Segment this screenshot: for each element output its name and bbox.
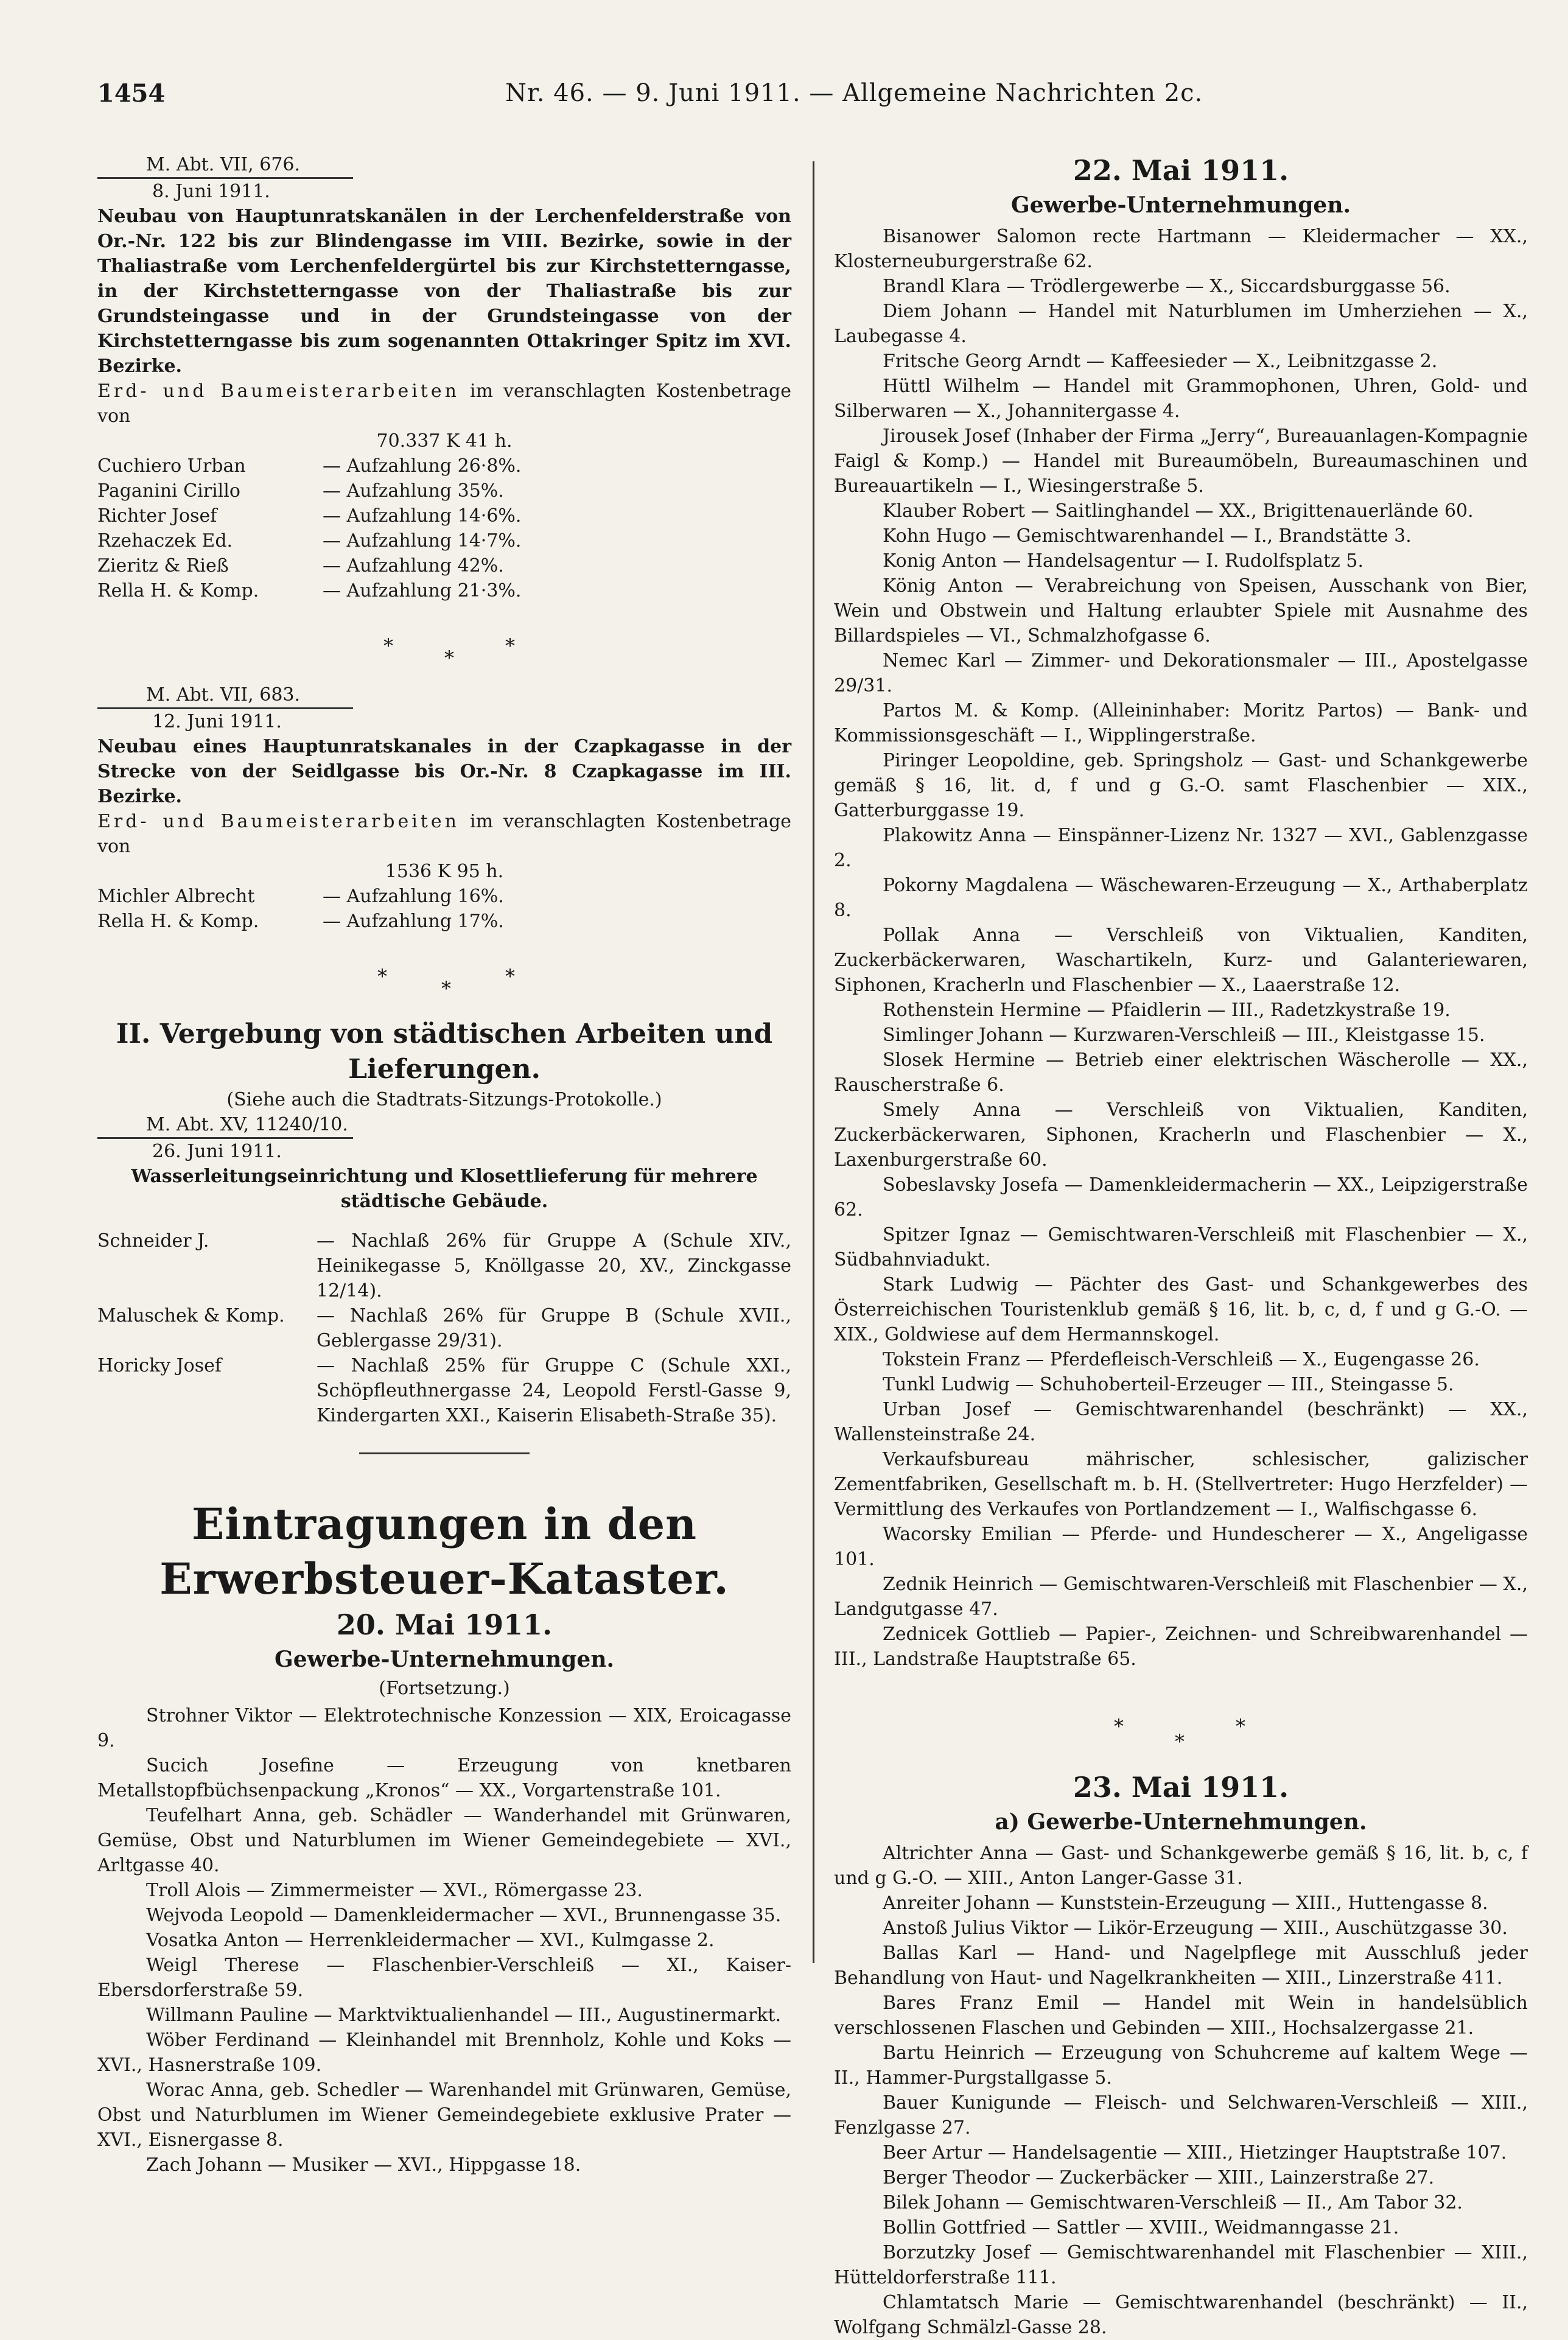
bidder-name: Rella H. & Komp.	[97, 911, 259, 932]
block-title: Neubau von Hauptunratskanälen in der Lerchenfelderstraße von Or.-Nr. 122 bis zur Blindengasse im VIII. Bezirke, sowie in der Thaliastraße vom Lerchenfeldergürtel bis zur Kirchstetterngasse, in der Kirchstetterngasse von der Thaliastraße bis zur Grundsteingasse und in der Grundsteingasse von der Kirchstetterngasse bis zum sogenannten Ottakringer Spitz im XVI. Bezirke.	[97, 206, 791, 377]
list-item: Slosek Hermine — Betrieb einer elektrischen Wäscherolle — XX., Rauscherstraße 6.	[834, 1049, 1528, 1096]
kataster-title: Eintragungen in den Erwerbsteuer-Kataster.	[159, 1499, 729, 1604]
list-item: Hüttl Wilhelm — Handel mit Grammophonen, Uhren, Gold- und Silberwaren — X., Johannitergasse 4.	[834, 376, 1528, 422]
block-date: 8. Juni 1911.	[152, 181, 270, 202]
list-item: Zednik Heinrich — Gemischtwaren-Verschleiß mit Flaschenbier — X., Landgutgasse 47.	[834, 1574, 1528, 1620]
bidder-name: Paganini Cirillo	[97, 480, 240, 502]
bid-row	[97, 478, 791, 503]
section-title-line1: II. Vergebung von städtischen Arbeiten und	[116, 1018, 773, 1049]
section-rule	[359, 1452, 530, 1454]
list-item: Smely Anna — Verschleiß von Viktualien, Kanditen, Zuckerbäckerwaren, Siphonen, Kracherln und Flaschenbier — X., Laxenburgerstraße 60.	[834, 1099, 1528, 1171]
bid-value: — Aufzahlung 16%.	[323, 886, 504, 907]
list-item: Altrichter Anna — Gast- und Schankgewerbe gemäß § 16, lit. b, c, f und g G.-O. — XIII., Anton Langer-Gasse 31.	[834, 1843, 1528, 1889]
asterism-divider: * * *	[383, 634, 515, 670]
list-item: Borzutzky Josef — Gemischtwarenhandel mit Flaschenbier — XIII., Hütteldorferstraße 111.	[834, 2242, 1528, 2288]
list-item: Anreiter Johann — Kunststein-Erzeugung — XIII., Huttengasse 8.	[883, 1893, 1488, 1914]
estimated-amount: 70.337 K 41 h.	[376, 430, 513, 452]
bidder-name: Maluschek & Komp.	[97, 1305, 285, 1326]
block-date: 26. Juni 1911.	[152, 1141, 282, 1162]
bidder-name: Horicky Josef	[97, 1355, 222, 1376]
kataster-date: 20. Mai 1911.	[336, 1608, 553, 1641]
list-item: Plakowitz Anna — Einspänner-Lizenz Nr. 1327 — XVI., Gablenzgasse 2.	[834, 825, 1528, 871]
list-item: Sucich Josefine — Erzeugung von knetbaren Metallstopfbüchsenpackung „Kronos“ — XX., Vorgartenstraße 101.	[97, 1755, 791, 1801]
page-number: 1454	[97, 79, 166, 108]
list-item: Beer Artur — Handelsagentie — XIII., Hietzinger Hauptstraße 107.	[883, 2142, 1507, 2163]
list-item: Sobeslavsky Josefa — Damenkleidermacherin — XX., Leipzigerstraße 62.	[834, 1174, 1528, 1221]
bid-value: — Nachlaß 25% für Gruppe C (Schule XXI., Schöpfleuthnergasse 24, Leopold Ferstl-Gasse 9, Kindergarten XXI., Kaiserin Elisabeth-Straße 35).	[317, 1355, 791, 1426]
list-item: Weigl Therese — Flaschenbier-Verschleiß — XI., Kaiser-Ebersdorferstraße 59.	[97, 1955, 791, 2001]
kataster-group: Gewerbe-Unternehmungen.	[274, 1647, 615, 1672]
bid-value: — Aufzahlung 17%.	[323, 911, 504, 932]
bidder-name: Richter Josef	[97, 505, 217, 527]
tender-block-676	[97, 152, 791, 603]
kataster-continuation: (Fortsetzung.)	[379, 1678, 510, 1699]
may-22-section	[834, 152, 1528, 1672]
entry-list	[834, 1841, 1528, 2340]
department-reference: M. Abt. VII, 683.	[97, 682, 353, 709]
list-item: Bisanower Salomon recte Hartmann — Kleidermacher — XX., Klosterneuburgerstraße 62.	[834, 226, 1528, 272]
list-item: Worac Anna, geb. Schedler — Warenhandel mit Grünwaren, Gemüse, Obst und Naturblumen im Wiener Gemeindegebiete exklusive Prater — XVI., Eisnergasse 8.	[97, 2079, 791, 2151]
may-23-section	[834, 1769, 1528, 2340]
list-item: Ballas Karl — Hand- und Nagelpflege mit Ausschluß jeder Behandlung von Haut- und Nagelkrankheiten — XIII., Linzerstraße 411.	[834, 1942, 1528, 1989]
estimated-amount: 1536 K 95 h.	[385, 861, 504, 882]
list-item: Urban Josef — Gemischtwarenhandel (beschränkt) — XX., Wallensteinstraße 24.	[834, 1399, 1528, 1445]
section-date: 23. Mai 1911.	[1073, 1771, 1289, 1804]
list-item: Verkaufsbureau mährischer, schlesischer, galizischer Zementfabriken, Gesellschaft m. b. H. (Stellvertreter: Hugo Herzfelder) — Vermittlung des Verkaufes von Portlandzement — I., Walfischgasse 6.	[834, 1449, 1528, 1520]
list-item: Zednicek Gottlieb — Papier-, Zeichnen- und Schreibwarenhandel — III., Landstraße Hauptstraße 65.	[834, 1624, 1528, 1670]
work-rest: im veranschlagten Kostenbetrage von	[97, 380, 791, 427]
block-title: Wasserleitungseinrichtung und Klosettlieferung für mehrere städtische Gebäude.	[131, 1166, 758, 1212]
list-item: Stark Ludwig — Pächter des Gast- und Schankgewerbes des Österreichischen Touristenklub gemäß § 16, lit. b, c, d, f und g G.-O. — XIX., Goldwiese auf dem Hermannskogel.	[834, 1274, 1528, 1345]
list-item: Tunkl Ludwig — Schuhoberteil-Erzeuger — III., Steingasse 5.	[883, 1374, 1454, 1395]
list-item: Berger Theodor — Zuckerbäcker — XIII., Lainzerstraße 27.	[883, 2167, 1435, 2188]
list-item: Pollak Anna — Verschleiß von Viktualien, Kanditen, Zuckerbäckerwaren, Waschartikeln, Kurz- und Galanteriewaren, Siphonen, Kracherln und Flaschenbier — X., Laaerstraße 12.	[834, 925, 1528, 996]
list-item: Klauber Robert — Saitlinghandel — XX., Brigittenauerlände 60.	[883, 500, 1474, 522]
bid-row	[97, 553, 791, 578]
bid-value: — Aufzahlung 14·7%.	[323, 530, 522, 552]
list-item: Willmann Pauline — Marktviktualienhandel — III., Augustinermarkt.	[146, 2005, 782, 2026]
list-item: Zach Johann — Musiker — XVI., Hippgasse 18.	[146, 2154, 581, 2176]
bid-value: — Aufzahlung 21·3%.	[323, 580, 522, 601]
list-item: Brandl Klara — Trödlergewerbe — X., Siccardsburggasse 56.	[883, 276, 1451, 297]
bid-value: — Nachlaß 26% für Gruppe A (Schule XIV., Heinikegasse 5, Knöllgasse 20, XV., Zinckgasse 12/14).	[317, 1230, 791, 1301]
block-date: 12. Juni 1911.	[152, 711, 282, 732]
running-title: Nr. 46. — 9. Juni 1911. — Allgemeine Nachrichten 2c.	[505, 79, 1203, 107]
asterism-divider: * * *	[1114, 1715, 1245, 1753]
list-item: Jirousek Josef (Inhaber der Firma „Jerry“, Bureauanlagen-Kompagnie Faigl & Komp.) — Handel mit Bureaumöbeln, Bureaumaschinen und Bureauartikeln — I., Wiesingerstraße 5.	[834, 426, 1528, 497]
bidder-name: Cuchiero Urban	[97, 455, 246, 477]
list-item: Nemec Karl — Zimmer- und Dekorationsmaler — III., Apostelgasse 29/31.	[834, 650, 1528, 696]
list-item: Wacorsky Emilian — Pferde- und Hundescherer — X., Angeligasse 101.	[834, 1524, 1528, 1570]
list-item: Wöber Ferdinand — Kleinhandel mit Brennholz, Kohle und Koks — XVI., Hasnerstraße 109.	[97, 2030, 791, 2076]
bid-list	[97, 454, 791, 603]
list-item: Teufelhart Anna, geb. Schädler — Wanderhandel mit Grünwaren, Gemüse, Obst und Naturblumen im Wiener Gemeindegebiete — XVI., Arltgasse 40.	[97, 1805, 791, 1876]
kataster-section	[97, 1497, 791, 2177]
work-description	[97, 809, 791, 859]
section-title	[97, 1017, 791, 1087]
work-rest: im veranschlagten Kostenbetrage von	[97, 811, 791, 857]
department-reference: M. Abt. XV, 11240/10.	[97, 1112, 353, 1139]
list-item: Simlinger Johann — Kurzwaren-Verschleiß — III., Kleistgasse 15.	[883, 1025, 1485, 1046]
section-title-line2: Lieferungen.	[348, 1054, 541, 1085]
list-item: Vosatka Anton — Herrenkleidermacher — XVI., Kulmgasse 2.	[146, 1930, 715, 1951]
work-label: Erd- und Baumeisterarbeiten	[97, 380, 460, 402]
bid-row	[97, 909, 791, 934]
bid-value: — Aufzahlung 26·8%.	[323, 455, 522, 477]
list-item: Partos M. & Komp. (Alleininhaber: Moritz Partos) — Bank- und Kommissionsgeschäft — I., Wipplingerstraße.	[834, 700, 1528, 746]
list-item: Tokstein Franz — Pferdefleisch-Verschleiß — X., Eugengasse 26.	[883, 1349, 1480, 1370]
page-header	[97, 73, 1522, 122]
list-item: Strohner Viktor — Elektrotechnische Konzession — XIX, Eroicagasse 9.	[97, 1705, 791, 1751]
bidder-name: Zieritz & Rieß	[97, 555, 229, 576]
list-item: Bollin Gottfried — Sattler — XVIII., Weidmanngasse 21.	[883, 2217, 1399, 2238]
work-description	[97, 379, 791, 429]
section-group: a) Gewerbe-Unternehmungen.	[995, 1809, 1367, 1835]
list-item: Piringer Leopoldine, geb. Springsholz — Gast- und Schankgewerbe gemäß § 16, lit. d, f und g G.-O. samt Flaschenbier — XIX., Gatterburggasse 19.	[834, 750, 1528, 821]
bid-row	[97, 503, 791, 528]
list-item: Rothenstein Hermine — Pfaidlerin — III., Radetzkystraße 19.	[883, 1000, 1451, 1021]
section-date: 22. Mai 1911.	[1073, 154, 1289, 187]
section-group: Gewerbe-Unternehmungen.	[1010, 192, 1351, 218]
bid-row	[97, 1303, 791, 1353]
list-item: König Anton — Verabreichung von Speisen, Ausschank von Bier, Wein und Obstwein und Haltung erlaubter Spiele mit Ausnahme des Billardspieles — VI., Schmalzhofgasse 6.	[834, 575, 1528, 646]
bid-value: — Aufzahlung 14·6%.	[323, 505, 522, 527]
bid-value: — Nachlaß 26% für Gruppe B (Schule XVII., Geblergasse 29/31).	[317, 1305, 791, 1351]
list-item: Wejvoda Leopold — Damenkleidermacher — XVI., Brunnengasse 35.	[146, 1905, 782, 1926]
list-item: Pokorny Magdalena — Wäschewaren-Erzeugung — X., Arthaberplatz 8.	[834, 875, 1528, 921]
column-divider	[813, 161, 814, 1963]
section-ii	[97, 1017, 791, 1428]
bid-value: — Aufzahlung 42%.	[323, 555, 504, 576]
list-item: Bilek Johann — Gemischtwaren-Verschleiß — II., Am Tabor 32.	[883, 2192, 1463, 2213]
bid-row	[97, 1228, 791, 1303]
right-column	[834, 152, 1528, 2340]
section-note: (Siehe auch die Stadtrats-Sitzungs-Protokolle.)	[226, 1089, 662, 1110]
tender-block-683	[97, 682, 791, 934]
list-item: Troll Alois — Zimmermeister — XVI., Römergasse 23.	[146, 1880, 643, 1901]
work-label: Erd- und Baumeisterarbeiten	[97, 811, 460, 832]
bid-row	[97, 454, 791, 478]
list-item: Bartu Heinrich — Erzeugung von Schuhcreme auf kaltem Wege — II., Hammer-Purgstallgasse 5.	[834, 2042, 1528, 2089]
bid-row	[97, 528, 791, 553]
list-item: Bares Franz Emil — Handel mit Wein in handelsüblich verschlossenen Flaschen und Gebinden — XIII., Hochsalzergasse 21.	[834, 1992, 1528, 2039]
list-item: Fritsche Georg Arndt — Kaffeesieder — X., Leibnitzgasse 2.	[883, 351, 1438, 372]
left-column	[97, 152, 791, 2177]
list-item: Diem Johann — Handel mit Naturblumen im Umherziehen — X., Laubegasse 4.	[834, 301, 1528, 347]
list-item: Anstoß Julius Viktor — Likör-Erzeugung — XIII., Auschützgasse 30.	[883, 1918, 1508, 1939]
asterism-divider: * * *	[377, 965, 515, 1000]
bidder-name: Michler Albrecht	[97, 886, 255, 907]
list-item: Chlamtatsch Marie — Gemischtwarenhandel (beschränkt) — II., Wolfgang Schmälzl-Gasse 28.	[834, 2292, 1528, 2338]
list-item: Bauer Kunigunde — Fleisch- und Selchwaren-Verschleiß — XIII., Fenzlgasse 27.	[834, 2092, 1528, 2139]
entry-list	[834, 224, 1528, 1672]
bidder-name: Rzehaczek Ed.	[97, 530, 233, 552]
bid-row	[97, 1353, 791, 1428]
list-item: Spitzer Ignaz — Gemischtwaren-Verschleiß mit Flaschenbier — X., Südbahnviadukt.	[834, 1224, 1528, 1270]
list-item: Kohn Hugo — Gemischtwarenhandel — I., Brandstätte 3.	[883, 525, 1412, 547]
bid-row	[97, 578, 791, 603]
bid-row	[97, 884, 791, 909]
kataster-entries	[97, 1703, 791, 2177]
bid-value: — Aufzahlung 35%.	[323, 480, 504, 502]
bidder-name: Rella H. & Komp.	[97, 580, 259, 601]
bidder-name: Schneider J.	[97, 1230, 209, 1252]
list-item: Konig Anton — Handelsagentur — I. Rudolfsplatz 5.	[883, 550, 1363, 572]
block-title: Neubau eines Hauptunratskanales in der Czapkagasse in der Strecke von der Seidlgasse bis Or.-Nr. 8 Czapkagasse im III. Bezirke.	[97, 736, 791, 807]
department-reference: M. Abt. VII, 676.	[97, 152, 353, 179]
